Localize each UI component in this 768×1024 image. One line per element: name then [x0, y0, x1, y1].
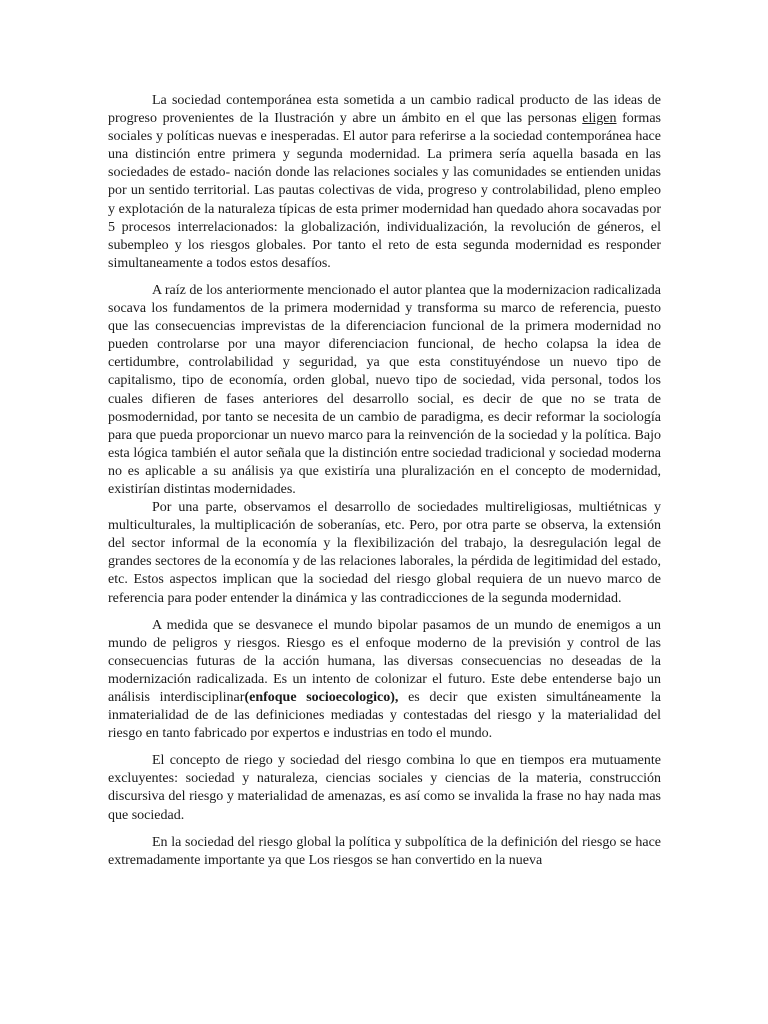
paragraph-1-text-a: La sociedad contemporánea esta sometida a un cambio radical producto de las ideas de progreso provenientes de la Ilustración y abre un ámbito en el que las personas	[108, 93, 661, 127]
paragraph-2	[108, 282, 661, 499]
document-body	[108, 92, 661, 870]
underlined-word-eligen: eligen	[582, 111, 617, 127]
paragraph-3	[108, 499, 661, 608]
paragraph-4	[108, 617, 661, 744]
paragraph-4-text-b: es decir que existen simultáneamente la inmaterialidad de de las definiciones mediadas y contestadas del riesgo y la materialidad del riesgo en tanto fabricado por expertos e industrias en todo el mundo.	[108, 690, 661, 742]
paragraph-1	[108, 92, 661, 273]
paragraph-3-text: Por una parte, observamos el desarrollo de sociedades multireligiosas, multiétnicas y multiculturales, la multiplicación de soberanías, etc. Pero, por otra parte se observa, la extensión del sector informal de la economía y la flexibilización del trabajo, la desregulación legal de grandes sectores de la economía y de las relaciones laborales, la pérdida de legitimidad del estado, etc. Estos aspectos implican que la sociedad del riesgo global requiera de un nuevo marco de referencia para poder entender la dinámica y las contradicciones de la segunda modernidad.	[108, 500, 661, 606]
paragraph-5-text: El concepto de riego y sociedad del riesgo combina lo que en tiempos era mutuamente excluyentes: sociedad y naturaleza, ciencias sociales y ciencias de la materia, construcción discursiva del riesgo y materialidad de amenazas, es así como se invalida la frase no hay nada mas que sociedad.	[108, 753, 661, 823]
paragraph-2-text: A raíz de los anteriormente mencionado el autor plantea que la modernizacion radicalizada socava los fundamentos de la primera modernidad y transforma su marco de referencia, puesto que las consecuencias imprevistas de la diferenciacion funcional de la primera modernidad no pueden controlarse por una mayor diferenciacion funcional, de hecho colapsa la idea de certidumbre, controlabilidad y seguridad, ya que esta constituyéndose un nuevo tipo de capitalismo, tipo de economía, orden global, nuevo tipo de sociedad, vida personal, todos los cuales difieren de fases anteriores del desarrollo social, es decir de que no se trata de posmodernidad, por tanto se necesita de un cambio de paradigma, es decir reformar la sociología para que pueda proporcionar un nuevo marco para la reinvención de la sociedad y la política. Bajo esta lógica también el autor señala que la distinción entre sociedad tradicional y sociedad moderna no es aplicable a su análisis ya que existiría una pluralización en el concepto de modernidad, existirían distintas modernidades.	[108, 282, 661, 497]
paragraph-6-text: En la sociedad del riesgo global la política y subpolítica de la definición del riesgo se hace extremadamente importante ya que Los riesgos se han convertido en la nueva	[108, 834, 661, 868]
paragraph-4-text-a: A medida que se desvanece el mundo bipolar pasamos de un mundo de enemigos a un mundo de peligros y riesgos. Riesgo es el enfoque moderno de la previsión y control de las consecuencias futuras de la acción humana, las diversas consecuencias no deseadas de la modernización radicalizada. Es un intento de colonizar el futuro. Este debe entenderse bajo un análisis interdisciplinar	[108, 617, 661, 705]
bold-phrase-enfoque-socioecologico: (enfoque socioecologico),	[244, 690, 399, 705]
paragraph-1-text-b: formas sociales y políticas nuevas e inesperadas. El autor para referirse a la sociedad contemporánea hace una distinción entre primera y segunda modernidad. La primera sería aquella basada en las sociedades de estado- nación donde las relaciones sociales y las comunidades se entienden unidas por un sentido territorial. Las pautas colectivas de vida, progreso y controlabilidad, pleno empleo y explotación de la naturaleza típicas de esta primer modernidad han quedado ahora socavadas por 5 procesos interrelacionados: la globalización, individualización, la revolución de géneros, el subempleo y los riesgos globales. Por tanto el reto de esta segunda modernidad es responder simultaneamente a todos estos desafíos.	[108, 111, 661, 271]
paragraph-5	[108, 752, 661, 824]
paragraph-6	[108, 834, 661, 870]
